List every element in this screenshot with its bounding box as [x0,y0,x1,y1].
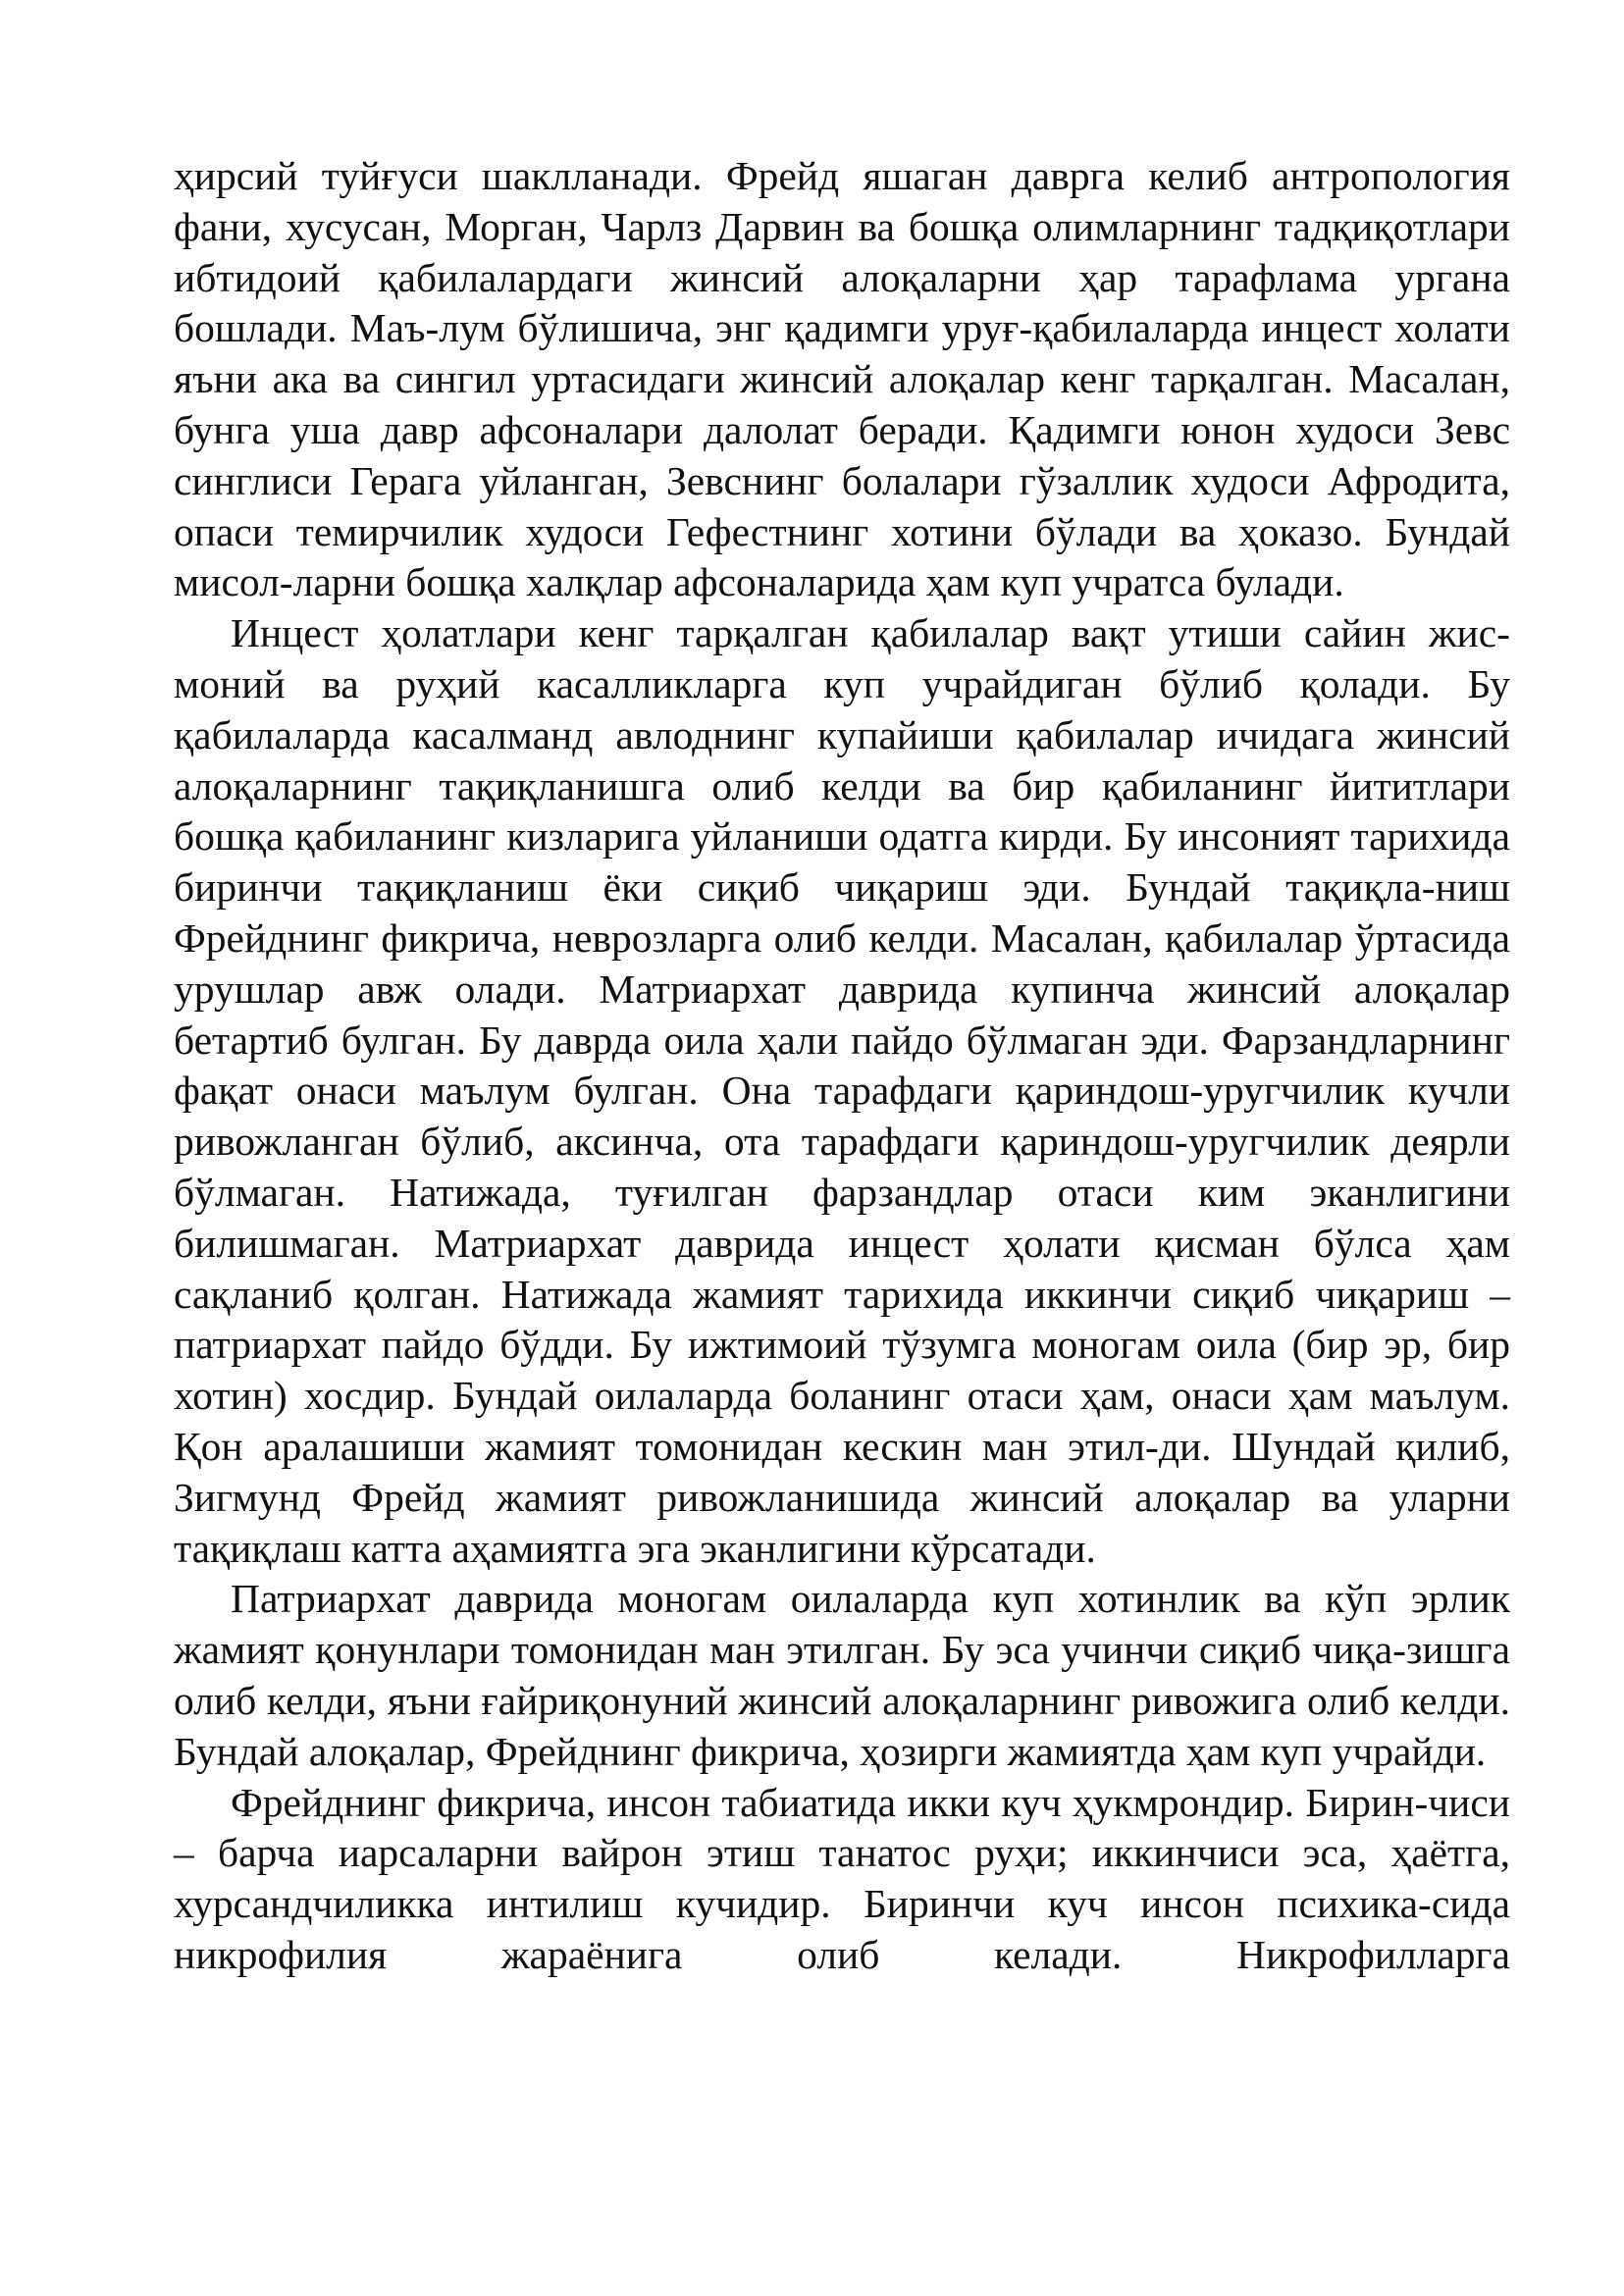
paragraph-4: Фрейднинг фикрича, инсон табиатида икки куч ҳукмрондир. Бирин-чиси – барча иарсаларни вайрон этиш танатос руҳи; иккинчиси эса, ҳаётга, хурсандчиликка интилиш кучидир. Биринчи куч инсон психика-сида никрофилия жараёнига олиб келади. Никрофилларга [174,1779,1510,1977]
document-page [174,151,1510,1981]
paragraph-3: Патриархат даврида моногам оилаларда куп хотинлик ва кўп эрлик жамият қонунлари томонидан ман этилган. Бу эса учинчи сиқиб чиқа-зишга олиб келди, яъни ғайриқонуний жинсий алоқаларнинг ривожига олиб келди. Бундай алоқалар, Фрейднинг фикрича, ҳозирги жамиятда ҳам куп учрайди. [174,1576,1510,1774]
paragraph-1: ҳирсий туйғуси шаклланади. Фрейд яшаган даврга келиб антропология фани, хусусан, Морган, Чарлз Дарвин ва бошқа олимларнинг тадқиқотлари ибтидоий қабилалардаги жинсий алоқаларни ҳар тарафлама ургана бошлади. Маъ-лум бўлишича, энг қадимги уруғ-қабилаларда инцест холати яъни ака ва сингил уртасидаги жинсий алоқалар кенг тарқалган. Масалан, бунга уша давр афсоналари далолат беради. Қадимги юнон худоси Зевс синглиси Герага уйланган, Зевснинг болалари гўзаллик худоси Афродита, опаси темирчилик худоси Гефестнинг хотини бўлади ва ҳоказо. Бундай мисол-ларни бошқа халқлар афсоналарида ҳам куп учратса булади. [174,153,1510,605]
paragraph-2: Инцест ҳолатлари кенг тарқалган қабилалар вақт утиши сайин жис-моний ва руҳий касалликларга куп учрайдиган бўлиб қолади. Бу қабилаларда касалманд авлоднинг купайиши қабилалар ичидага жинсий алоқаларнинг тақиқланишга олиб келди ва бир қабиланинг йититлари бошқа қабиланинг кизларига уйланиши одатга кирди. Бу инсоният тарихида биринчи тақиқланиш ёки сиқиб чиқариш эди. Бундай тақиқла-ниш Фрейднинг фикрича, неврозларга олиб келди. Масалан, қабилалар ўртасида урушлар авж олади. Матриархат даврида купинча жинсий алоқалар бетартиб булган. Бу даврда оила ҳали пайдо бўлмаган эди. Фарзандларнинг фақат онаси маълум булган. Она тарафдаги қариндош-уругчилик кучли ривожланган бўлиб, аксинча, ота тарафдаги қариндош-уругчилик деярли бўлмаган. Натижада, туғилган фарзандлар отаси ким эканлигини билишмаган. Матриархат даврида инцест ҳолати қисман бўлса ҳам сақланиб қолган. Натижада жамият тарихида иккинчи сиқиб чиқариш – патриархат пайдо бўдди. Бу ижтимоий тўзумга моногам оила (бир эр, бир хотин) хосдир. Бундай оилаларда боланинг отаси ҳам, онаси ҳам маълум. Қон аралашиши жамият томонидан кескин ман этил-ди. Шундай қилиб, Зигмунд Фрейд жамият ривожланишида жинсий алоқалар ва уларни тақиқлаш катта аҳамиятга эга эканлигини кўрсатади. [174,610,1510,1571]
